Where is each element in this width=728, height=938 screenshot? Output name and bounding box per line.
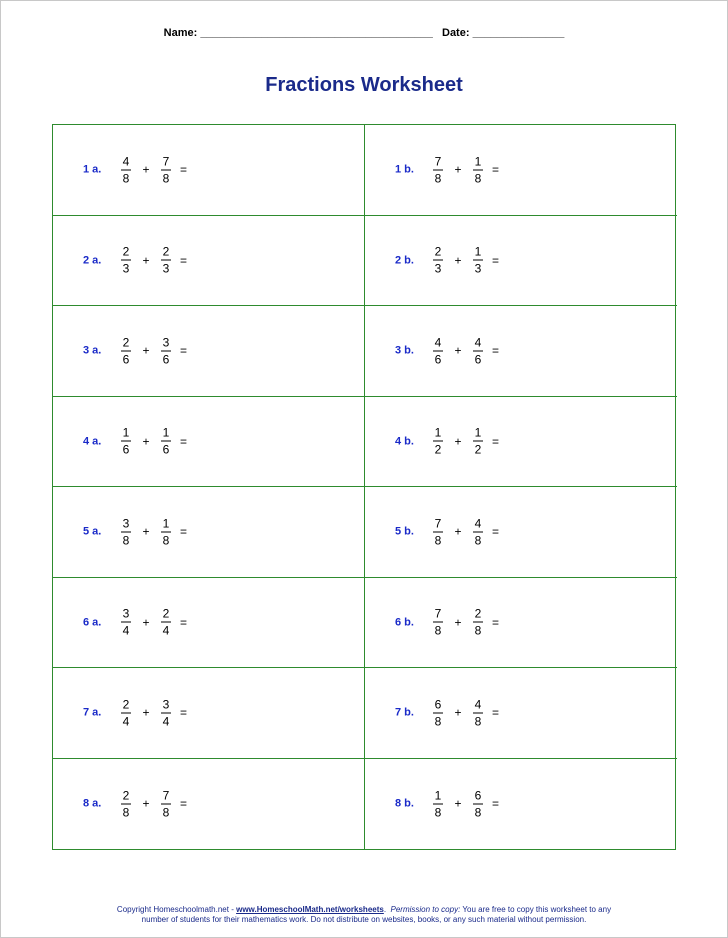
fraction: [119, 426, 133, 457]
fraction: [159, 335, 173, 366]
fraction-bar: [161, 260, 171, 261]
equals-sign: =: [491, 253, 499, 268]
numerator: 4: [474, 516, 482, 531]
numerator: 4: [122, 154, 130, 169]
problem-label: 7 a.: [83, 706, 102, 719]
plus-operator: +: [454, 524, 462, 539]
fraction-bar: [161, 531, 171, 532]
footer-line-2: number of students for their mathematics work. Do not distribute on websites, books, or any such material without permission.: [141, 915, 587, 924]
equals-sign: =: [179, 343, 187, 358]
numerator: 2: [474, 606, 482, 621]
footer-permission-text: You are free to copy this worksheet to any: [460, 905, 612, 914]
fraction-bar: [473, 712, 483, 713]
numerator: 1: [434, 788, 442, 803]
name-blank[interactable]: ______________________________________: [200, 27, 433, 39]
denominator: 4: [162, 714, 170, 729]
fraction: [119, 516, 133, 547]
problem: [395, 697, 499, 728]
numerator: 6: [474, 788, 482, 803]
problem-label: 8 a.: [83, 797, 102, 810]
fraction: [431, 607, 445, 638]
fraction-bar: [473, 803, 483, 804]
fraction-bar: [121, 441, 131, 442]
problem: [83, 245, 187, 276]
problem: [83, 788, 187, 819]
problem-cell: [53, 578, 365, 669]
numerator: 2: [122, 788, 130, 803]
equals-sign: =: [179, 705, 187, 720]
fraction: [431, 154, 445, 185]
denominator: 3: [434, 261, 442, 276]
fraction: [471, 516, 485, 547]
fraction: [431, 245, 445, 276]
name-label: Name:: [163, 27, 198, 39]
numerator: 1: [122, 425, 130, 440]
problem: [395, 516, 499, 547]
problem-label: 2 b.: [395, 254, 414, 267]
numerator: 2: [122, 244, 130, 259]
fraction-bar: [433, 712, 443, 713]
fraction: [471, 245, 485, 276]
denominator: 8: [122, 171, 130, 186]
footer-link[interactable]: www.HomeschoolMath.net/worksheets: [236, 905, 384, 914]
fraction-bar: [473, 169, 483, 170]
equals-sign: =: [491, 434, 499, 449]
fraction: [431, 516, 445, 547]
date-blank[interactable]: _______________: [472, 27, 565, 39]
problem: [83, 335, 187, 366]
problem: [83, 516, 187, 547]
denominator: 4: [162, 623, 170, 638]
fraction: [159, 426, 173, 457]
denominator: 8: [162, 171, 170, 186]
denominator: 8: [434, 805, 442, 820]
fraction: [471, 335, 485, 366]
denominator: 4: [122, 623, 130, 638]
problem-label: 1 b.: [395, 163, 414, 176]
problem-cell: [365, 759, 677, 850]
problem-cell: [365, 578, 677, 669]
fraction: [431, 788, 445, 819]
fraction-bar: [433, 350, 443, 351]
fraction: [119, 245, 133, 276]
problem-label: 4 b.: [395, 435, 414, 448]
fraction-bar: [121, 622, 131, 623]
numerator: 7: [162, 154, 170, 169]
equals-sign: =: [179, 253, 187, 268]
fraction-bar: [121, 712, 131, 713]
problem-label: 2 a.: [83, 254, 102, 267]
date-label: Date:: [442, 27, 470, 39]
plus-operator: +: [142, 434, 150, 449]
problem-cell: [53, 216, 365, 307]
fraction-bar: [161, 169, 171, 170]
fraction: [159, 245, 173, 276]
fraction: [159, 607, 173, 638]
denominator: 8: [434, 714, 442, 729]
fraction: [119, 697, 133, 728]
plus-operator: +: [142, 253, 150, 268]
plus-operator: +: [454, 615, 462, 630]
plus-operator: +: [454, 705, 462, 720]
problem-cell: [53, 306, 365, 397]
equals-sign: =: [491, 162, 499, 177]
problem-cell: [365, 668, 677, 759]
numerator: 7: [434, 516, 442, 531]
numerator: 1: [162, 516, 170, 531]
problem-label: 8 b.: [395, 797, 414, 810]
problem-label: 5 a.: [83, 525, 102, 538]
numerator: 6: [434, 697, 442, 712]
fraction-bar: [121, 169, 131, 170]
denominator: 3: [162, 261, 170, 276]
denominator: 6: [122, 352, 130, 367]
footer: [0, 905, 728, 925]
denominator: 8: [474, 623, 482, 638]
problem: [395, 154, 499, 185]
denominator: 3: [474, 261, 482, 276]
problem: [83, 607, 187, 638]
plus-operator: +: [142, 796, 150, 811]
numerator: 1: [162, 425, 170, 440]
denominator: 6: [162, 442, 170, 457]
fraction-bar: [161, 803, 171, 804]
equals-sign: =: [491, 796, 499, 811]
footer-permission-label: Permission to copy:: [390, 905, 461, 914]
denominator: 8: [122, 805, 130, 820]
problem-grid: [52, 124, 676, 850]
fraction-bar: [473, 531, 483, 532]
fraction: [471, 607, 485, 638]
numerator: 4: [474, 335, 482, 350]
numerator: 3: [122, 516, 130, 531]
denominator: 6: [122, 442, 130, 457]
numerator: 1: [474, 154, 482, 169]
plus-operator: +: [454, 434, 462, 449]
problem: [83, 697, 187, 728]
problem-label: 1 a.: [83, 163, 102, 176]
fraction: [159, 516, 173, 547]
plus-operator: +: [142, 615, 150, 630]
numerator: 4: [434, 335, 442, 350]
numerator: 2: [162, 244, 170, 259]
fraction: [159, 154, 173, 185]
fraction-bar: [473, 350, 483, 351]
equals-sign: =: [179, 434, 187, 449]
fraction: [471, 788, 485, 819]
numerator: 3: [162, 335, 170, 350]
numerator: 7: [434, 606, 442, 621]
problem: [395, 788, 499, 819]
denominator: 8: [434, 171, 442, 186]
fraction-bar: [473, 622, 483, 623]
equals-sign: =: [491, 343, 499, 358]
page-title: Fractions Worksheet: [265, 74, 463, 96]
problem-label: 3 b.: [395, 344, 414, 357]
numerator: 3: [162, 697, 170, 712]
numerator: 1: [434, 425, 442, 440]
problem-label: 6 a.: [83, 616, 102, 629]
denominator: 8: [474, 714, 482, 729]
denominator: 8: [162, 533, 170, 548]
fraction: [159, 788, 173, 819]
fraction-bar: [433, 531, 443, 532]
problem-cell: [53, 487, 365, 578]
equals-sign: =: [491, 705, 499, 720]
denominator: 4: [122, 714, 130, 729]
denominator: 8: [434, 623, 442, 638]
fraction: [471, 697, 485, 728]
problem-label: 4 a.: [83, 435, 102, 448]
equals-sign: =: [179, 524, 187, 539]
problem-label: 7 b.: [395, 706, 414, 719]
fraction: [431, 697, 445, 728]
fraction: [119, 154, 133, 185]
problem: [83, 426, 187, 457]
denominator: 8: [474, 533, 482, 548]
equals-sign: =: [491, 524, 499, 539]
plus-operator: +: [142, 524, 150, 539]
fraction: [431, 335, 445, 366]
equals-sign: =: [491, 615, 499, 630]
fraction-bar: [161, 712, 171, 713]
numerator: 1: [474, 425, 482, 440]
problem-cell: [53, 759, 365, 850]
plus-operator: +: [142, 343, 150, 358]
equals-sign: =: [179, 796, 187, 811]
problem: [395, 335, 499, 366]
denominator: 3: [122, 261, 130, 276]
problem: [395, 426, 499, 457]
fraction-bar: [433, 441, 443, 442]
numerator: 2: [122, 697, 130, 712]
numerator: 7: [434, 154, 442, 169]
problem-cell: [365, 216, 677, 307]
denominator: 8: [474, 171, 482, 186]
fraction-bar: [433, 622, 443, 623]
fraction-bar: [121, 350, 131, 351]
fraction-bar: [433, 260, 443, 261]
fraction: [431, 426, 445, 457]
fraction: [119, 607, 133, 638]
denominator: 6: [162, 352, 170, 367]
fraction-bar: [433, 169, 443, 170]
problem-cell: [365, 125, 677, 216]
denominator: 2: [474, 442, 482, 457]
fraction: [471, 426, 485, 457]
denominator: 8: [162, 805, 170, 820]
fraction: [159, 697, 173, 728]
fraction-bar: [473, 260, 483, 261]
fraction-bar: [121, 260, 131, 261]
problem-cell: [365, 306, 677, 397]
problem: [83, 154, 187, 185]
fraction-bar: [161, 441, 171, 442]
fraction-bar: [121, 803, 131, 804]
plus-operator: +: [142, 162, 150, 177]
plus-operator: +: [454, 796, 462, 811]
problem-cell: [53, 397, 365, 488]
fraction: [471, 154, 485, 185]
problem: [395, 607, 499, 638]
fraction-bar: [161, 622, 171, 623]
numerator: 2: [434, 244, 442, 259]
problem-cell: [53, 668, 365, 759]
problem-cell: [365, 397, 677, 488]
equals-sign: =: [179, 162, 187, 177]
denominator: 8: [474, 805, 482, 820]
problem-label: 5 b.: [395, 525, 414, 538]
denominator: 6: [434, 352, 442, 367]
numerator: 2: [122, 335, 130, 350]
fraction: [119, 335, 133, 366]
header-line: [0, 27, 728, 39]
fraction-bar: [473, 441, 483, 442]
fraction-bar: [121, 531, 131, 532]
plus-operator: +: [454, 162, 462, 177]
numerator: 4: [474, 697, 482, 712]
denominator: 8: [122, 533, 130, 548]
problem-cell: [53, 125, 365, 216]
problem-label: 3 a.: [83, 344, 102, 357]
problem-cell: [365, 487, 677, 578]
numerator: 3: [122, 606, 130, 621]
plus-operator: +: [454, 343, 462, 358]
numerator: 2: [162, 606, 170, 621]
denominator: 8: [434, 533, 442, 548]
fraction: [119, 788, 133, 819]
fraction-bar: [161, 350, 171, 351]
footer-copyright: Copyright Homeschoolmath.net -: [116, 905, 237, 914]
plus-operator: +: [454, 253, 462, 268]
fraction-bar: [433, 803, 443, 804]
equals-sign: =: [179, 615, 187, 630]
numerator: 7: [162, 788, 170, 803]
numerator: 1: [474, 244, 482, 259]
denominator: 2: [434, 442, 442, 457]
problem: [395, 245, 499, 276]
plus-operator: +: [142, 705, 150, 720]
problem-label: 6 b.: [395, 616, 414, 629]
denominator: 6: [474, 352, 482, 367]
footer-line-1: Copyright Homeschoolmath.net - www.HomeschoolMath.net/worksheets. Permission to copy: You are free to copy this worksheet to any: [116, 905, 612, 914]
